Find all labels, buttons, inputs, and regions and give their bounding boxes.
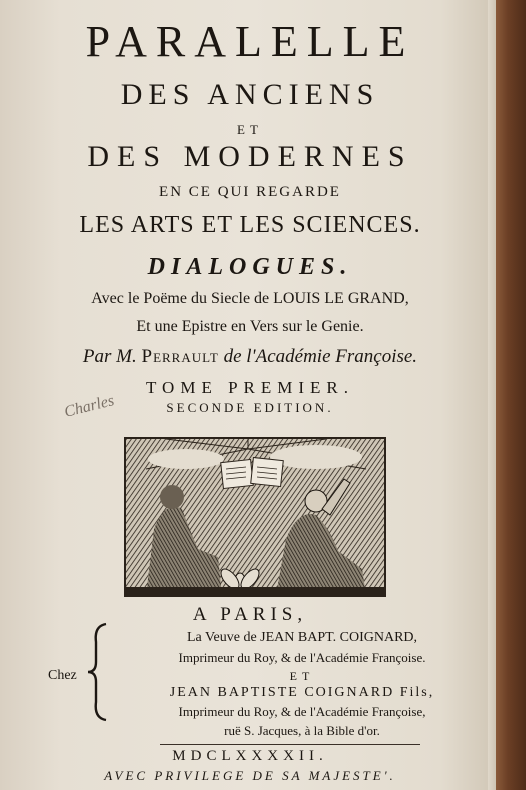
printer-line-et: ET [289,669,315,683]
printer-line-2: Imprimeur du Roy, & de l'Académie Françoise. [178,650,426,665]
printer-line-4: JEAN BAPTISTE COIGNARD Fils, [169,685,435,700]
title-line-regarde: EN CE QUI REGARDE [159,184,341,200]
title-line-arts-sciences: LES ARTS ET LES SCIENCES. [79,212,421,238]
title-line-paralelle: PARALELLE [85,17,415,66]
title-line-epistre: Et une Epistre en Vers sur le Genie. [136,318,364,335]
edition-label: SECONDE EDITION. [166,400,334,415]
publication-year: MDCLXXXXII. [172,748,328,764]
imprint-place: A PARIS, [192,604,308,625]
printer-line-1: La Veuve de JEAN BAPT. COIGNARD, [186,630,418,645]
left-figure-head [160,485,184,509]
printer-line-6: ruë S. Jacques, à la Bible d'or. [224,723,380,738]
imprint-rule [160,744,420,745]
leather-binding [496,0,526,790]
author-line [0,346,500,368]
cloud-shape-2 [148,449,224,469]
ground-strip [126,587,384,595]
author-prefix: Par M. [82,346,137,367]
curly-brace-icon [86,622,112,722]
author-suffix: de l'Académie Françoise. [223,346,418,367]
title-line-poeme: Avec le Poëme du Siecle de LOUIS LE GRAND, [91,290,409,307]
handwritten-signature: Charles [62,392,116,421]
royal-privilege: AVEC PRIVILEGE DE SA MAJESTE'. [104,768,396,783]
title-line-anciens: DES ANCIENS [120,78,380,111]
cloud-shape [270,445,362,469]
imprint-chez: Chez [48,668,77,683]
title-line-et: ET [237,122,263,137]
printer-line-5: Imprimeur du Roy, & de l'Académie Françoise, [178,704,426,719]
engraving-scene [126,439,384,595]
engraving-illustration [124,437,386,597]
author-name: Perrault [141,346,219,367]
title-line-modernes: DES MODERNES [87,140,413,173]
tome-label: TOME PREMIER. [145,378,355,397]
title-line-dialogues: DIALOGUES. [147,254,353,280]
